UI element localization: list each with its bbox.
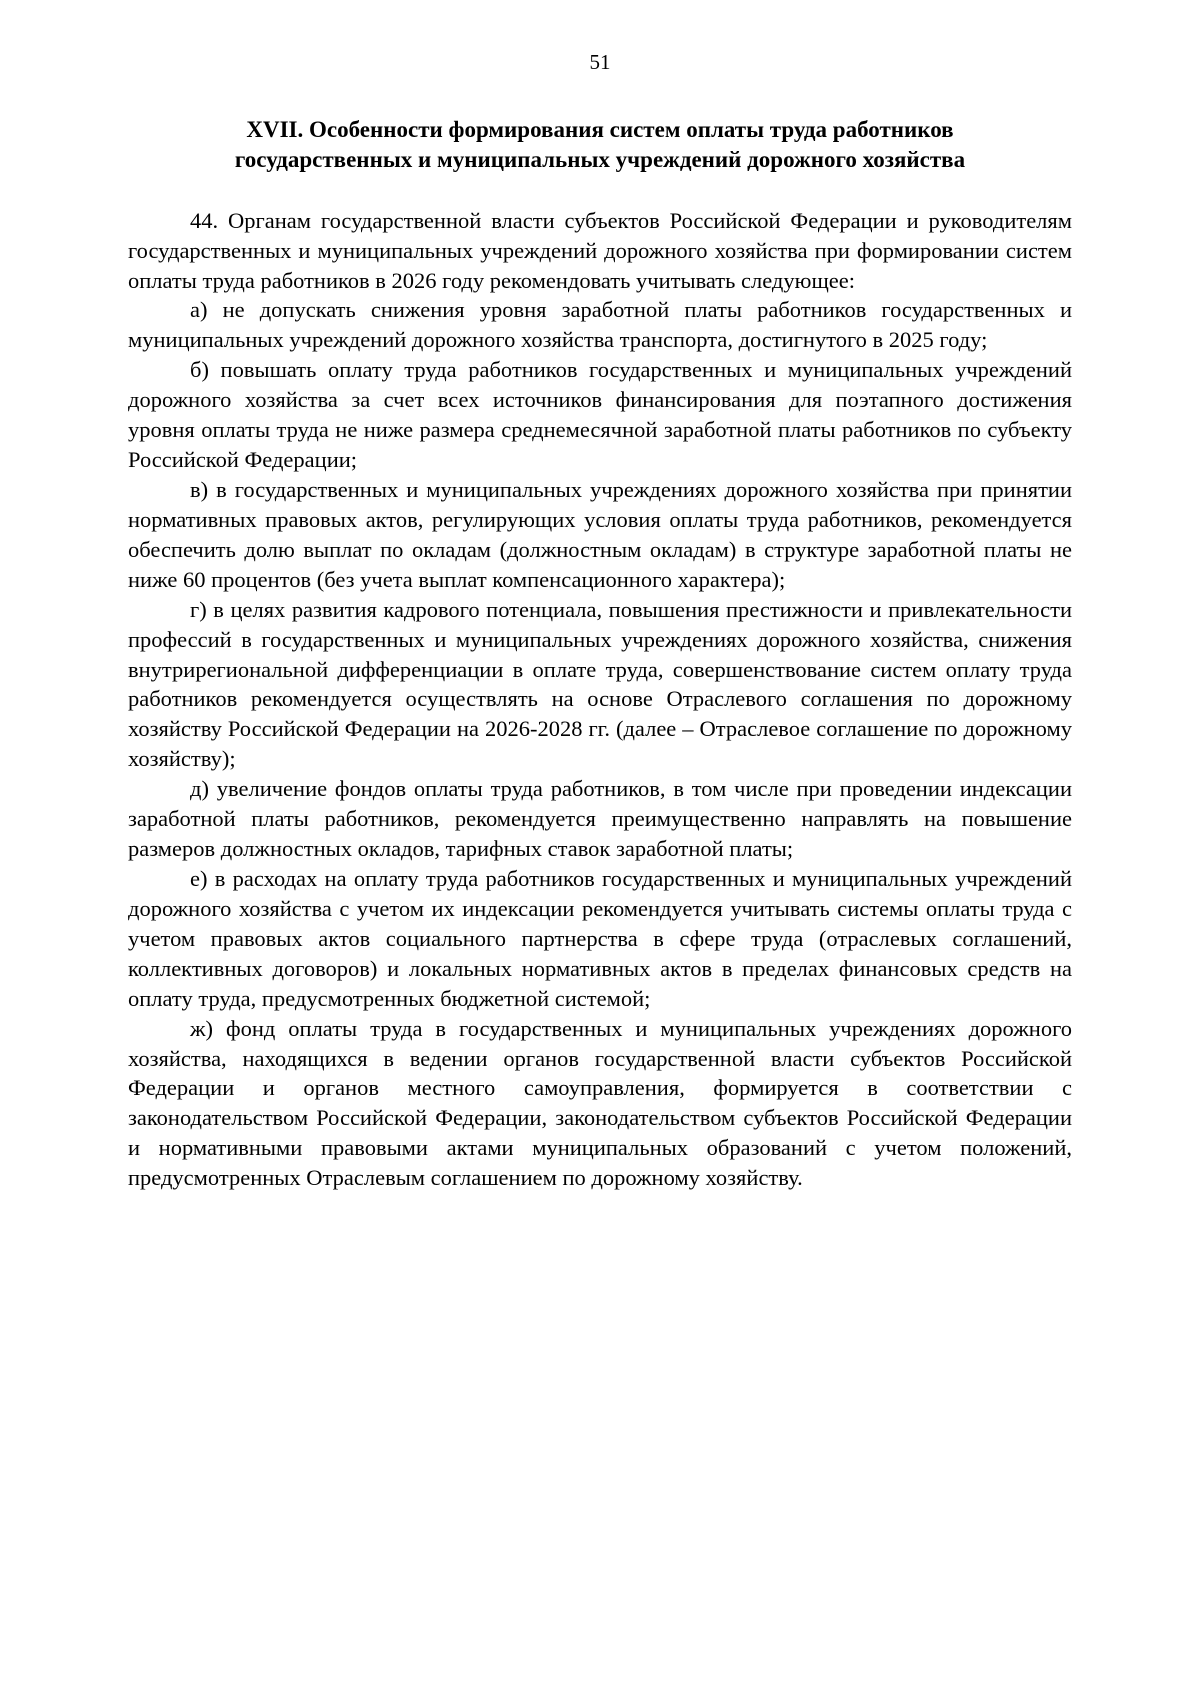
section-heading-line-2: государственных и муниципальных учреждений дорожного хозяйства	[234, 147, 966, 173]
paragraph-item-b: б) повышать оплату труда работников государственных и муниципальных учреждений дорожного хозяйства за счет всех источников финансирования для поэтапного достижения уровня оплаты труда не ниже размера среднемесячной заработной платы работников по субъекту Российской Федерации;	[128, 357, 1072, 473]
paragraph-item-a: а) не допускать снижения уровня заработной платы работников государственных и муниципальных учреждений дорожного хозяйства транспорта, достигнутого в 2025 году;	[128, 297, 1072, 353]
paragraph-item-v: в) в государственных и муниципальных учреждениях дорожного хозяйства при принятии нормативных правовых актов, регулирующих условия оплаты труда работников, рекомендуется обеспечить долю выплат по окладам (должностным окладам) в структуре заработной платы не ниже 60 процентов (без учета выплат компенсационного характера);	[128, 477, 1072, 592]
section-heading	[128, 115, 1072, 176]
paragraph-44: 44. Органам государственной власти субъектов Российской Федерации и руководителям государственных и муниципальных учреждений дорожного хозяйства при формировании систем оплаты труда работников в 2026 году рекомендовать учитывать следующее:	[128, 207, 1072, 293]
section-heading-line-1: XVII. Особенности формирования систем оплаты труда работников	[246, 117, 954, 142]
paragraph-item-g: г) в целях развития кадрового потенциала, повышения престижности и привлекательности профессий в государственных и муниципальных учреждениях дорожного хозяйства, снижения внутрирегиональной дифференциации в оплате труда, совершенствование систем оплату труда работников рекомендуется осуществлять на основе Отраслевого соглашения по дорожному хозяйству Российской Федерации на 2026-2028 гг. (далее – Отраслевое соглашение по дорожному хозяйству);	[128, 596, 1072, 772]
paragraph-item-zh: ж) фонд оплаты труда в государственных и муниципальных учреждениях дорожного хозяйства, находящихся в ведении органов государственной власти субъектов Российской Федерации и органов местного самоуправления, формируется в соответствии с законодательством Российской Федерации, законодательством субъектов Российской Федерации и нормативными правовыми актами муниципальных образований с учетом положений, предусмотренных Отраслевым соглашением по дорожному хозяйству.	[128, 1015, 1072, 1191]
page-number: 51	[589, 50, 611, 74]
paragraph-item-d: д) увеличение фондов оплаты труда работников, в том числе при проведении индексации заработной платы работников, рекомендуется преимущественно направлять на повышение размеров должностных окладов, тарифных ставок заработной платы;	[128, 776, 1072, 862]
paragraph-item-e: е) в расходах на оплату труда работников государственных и муниципальных учреждений дорожного хозяйства с учетом их индексации рекомендуется учитывать системы оплаты труда с учетом правовых актов социального партнерства в сфере труда (отраслевых соглашений, коллективных договоров) и локальных нормативных актов в пределах финансовых средств на оплату труда, предусмотренных бюджетной системой;	[128, 866, 1072, 1011]
